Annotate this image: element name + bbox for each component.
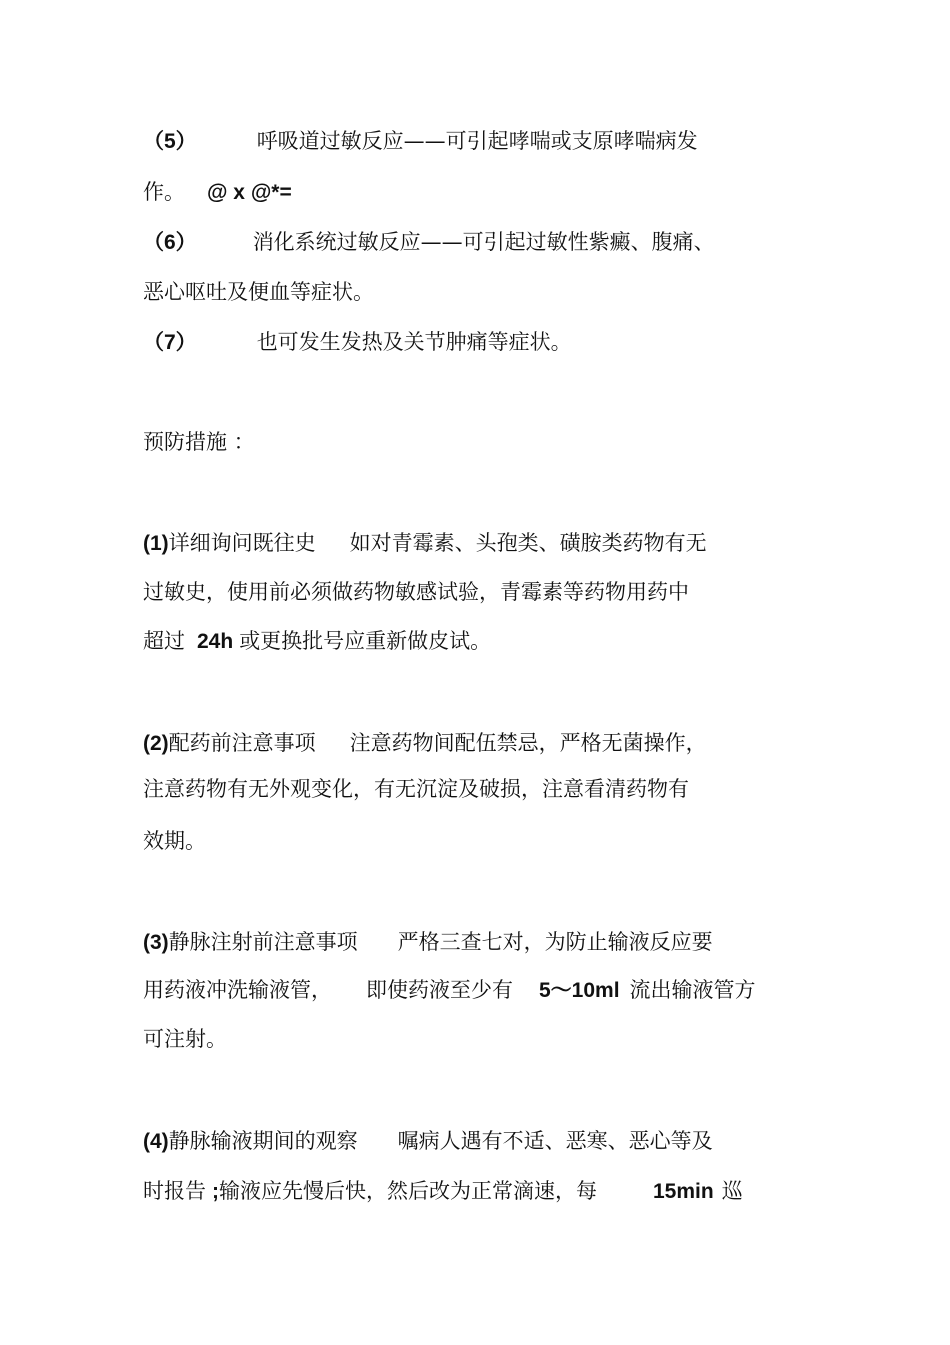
p2-line-1 — [143, 729, 707, 758]
p4-number: (4) — [143, 1130, 169, 1153]
p4-text-2d: 15min — [653, 1180, 714, 1203]
p3-number: (3) — [143, 931, 169, 954]
p4-text-2b: ; — [212, 1180, 219, 1203]
p1-line-1 — [143, 529, 707, 558]
p3-text-3: 可注射。 — [143, 1027, 227, 1051]
item-6-text: 消化系统过敏反应——可引起过敏性紫癜、腹痛、 — [252, 230, 715, 254]
item-5-text: 呼吸道过敏反应——可引起哮喘或支原哮喘病发 — [256, 129, 698, 153]
p3-text-2a: 用药液冲洗输液管， — [143, 978, 332, 1002]
p3-text-2b: 即使药液至少有 — [366, 978, 513, 1002]
item-6-line-1 — [143, 228, 715, 257]
p2-text-1: 注意药物间配伍禁忌，严格无菌操作， — [349, 731, 707, 755]
item-5-line-2 — [143, 178, 292, 207]
prevention-heading — [143, 428, 255, 456]
item-6-line-2 — [143, 278, 374, 306]
p4-title: 静脉输液期间的观察 — [168, 1129, 358, 1153]
item-5-symbols: @ x @*= — [207, 181, 292, 204]
p4-line-1 — [143, 1127, 713, 1156]
p1-text-2: 过敏史，使用前必须做药物敏感试验，青霉素等药物用药中 — [143, 580, 689, 604]
item-7-number: （7） — [143, 331, 197, 354]
p2-title: 配药前注意事项 — [168, 731, 316, 755]
p3-title: 静脉注射前注意事项 — [168, 930, 358, 954]
p4-text-1: 嘱病人遇有不适、恶寒、恶心等及 — [397, 1129, 713, 1153]
p3-line-3 — [143, 1025, 227, 1053]
p1-number: (1) — [143, 532, 169, 555]
prevention-heading-text: 预防措施 ： — [143, 430, 255, 454]
p4-text-2e: 巡 — [721, 1179, 743, 1203]
item-7-line-1 — [143, 328, 572, 357]
p4-text-2a: 时报告 — [143, 1179, 206, 1203]
p4-line-2 — [143, 1177, 743, 1206]
item-7-text: 也可发生发热及关节肿痛等症状。 — [256, 330, 572, 354]
p2-number: (2) — [143, 732, 169, 755]
p4-text-2c: 输液应先慢后快，然后改为正常滴速，每 — [219, 1179, 597, 1203]
p1-text-3c: 或更换批号应重新做皮试。 — [239, 629, 492, 653]
p3-text-1: 严格三查七对，为防止输液反应要 — [397, 930, 713, 954]
p1-text-1: 如对青霉素、头孢类、磺胺类药物有无 — [349, 531, 707, 555]
p1-text-3a: 超过 — [143, 629, 185, 653]
p3-line-1 — [143, 928, 713, 957]
p3-text-2d: 流出输液管方 — [629, 978, 756, 1002]
p1-title: 详细询问既往史 — [168, 531, 316, 555]
p1-line-2 — [143, 578, 689, 606]
item-5-text-cont: 作。 — [143, 180, 185, 204]
p2-line-2 — [143, 775, 689, 803]
p3-line-2 — [143, 976, 756, 1005]
p2-text-2: 注意药物有无外观变化，有无沉淀及破损，注意看清药物有 — [143, 777, 689, 801]
p3-text-2c: 5～10ml — [539, 979, 620, 1002]
item-5-line-1 — [143, 127, 698, 156]
p2-line-3 — [143, 827, 206, 855]
p1-line-3 — [143, 627, 491, 656]
item-6-number: （6） — [143, 231, 197, 254]
item-6-text-cont: 恶心呕吐及便血等症状。 — [143, 280, 374, 304]
item-5-number: （5） — [143, 130, 197, 153]
p2-text-3: 效期。 — [143, 829, 206, 853]
p1-text-3b: 24h — [197, 630, 234, 653]
